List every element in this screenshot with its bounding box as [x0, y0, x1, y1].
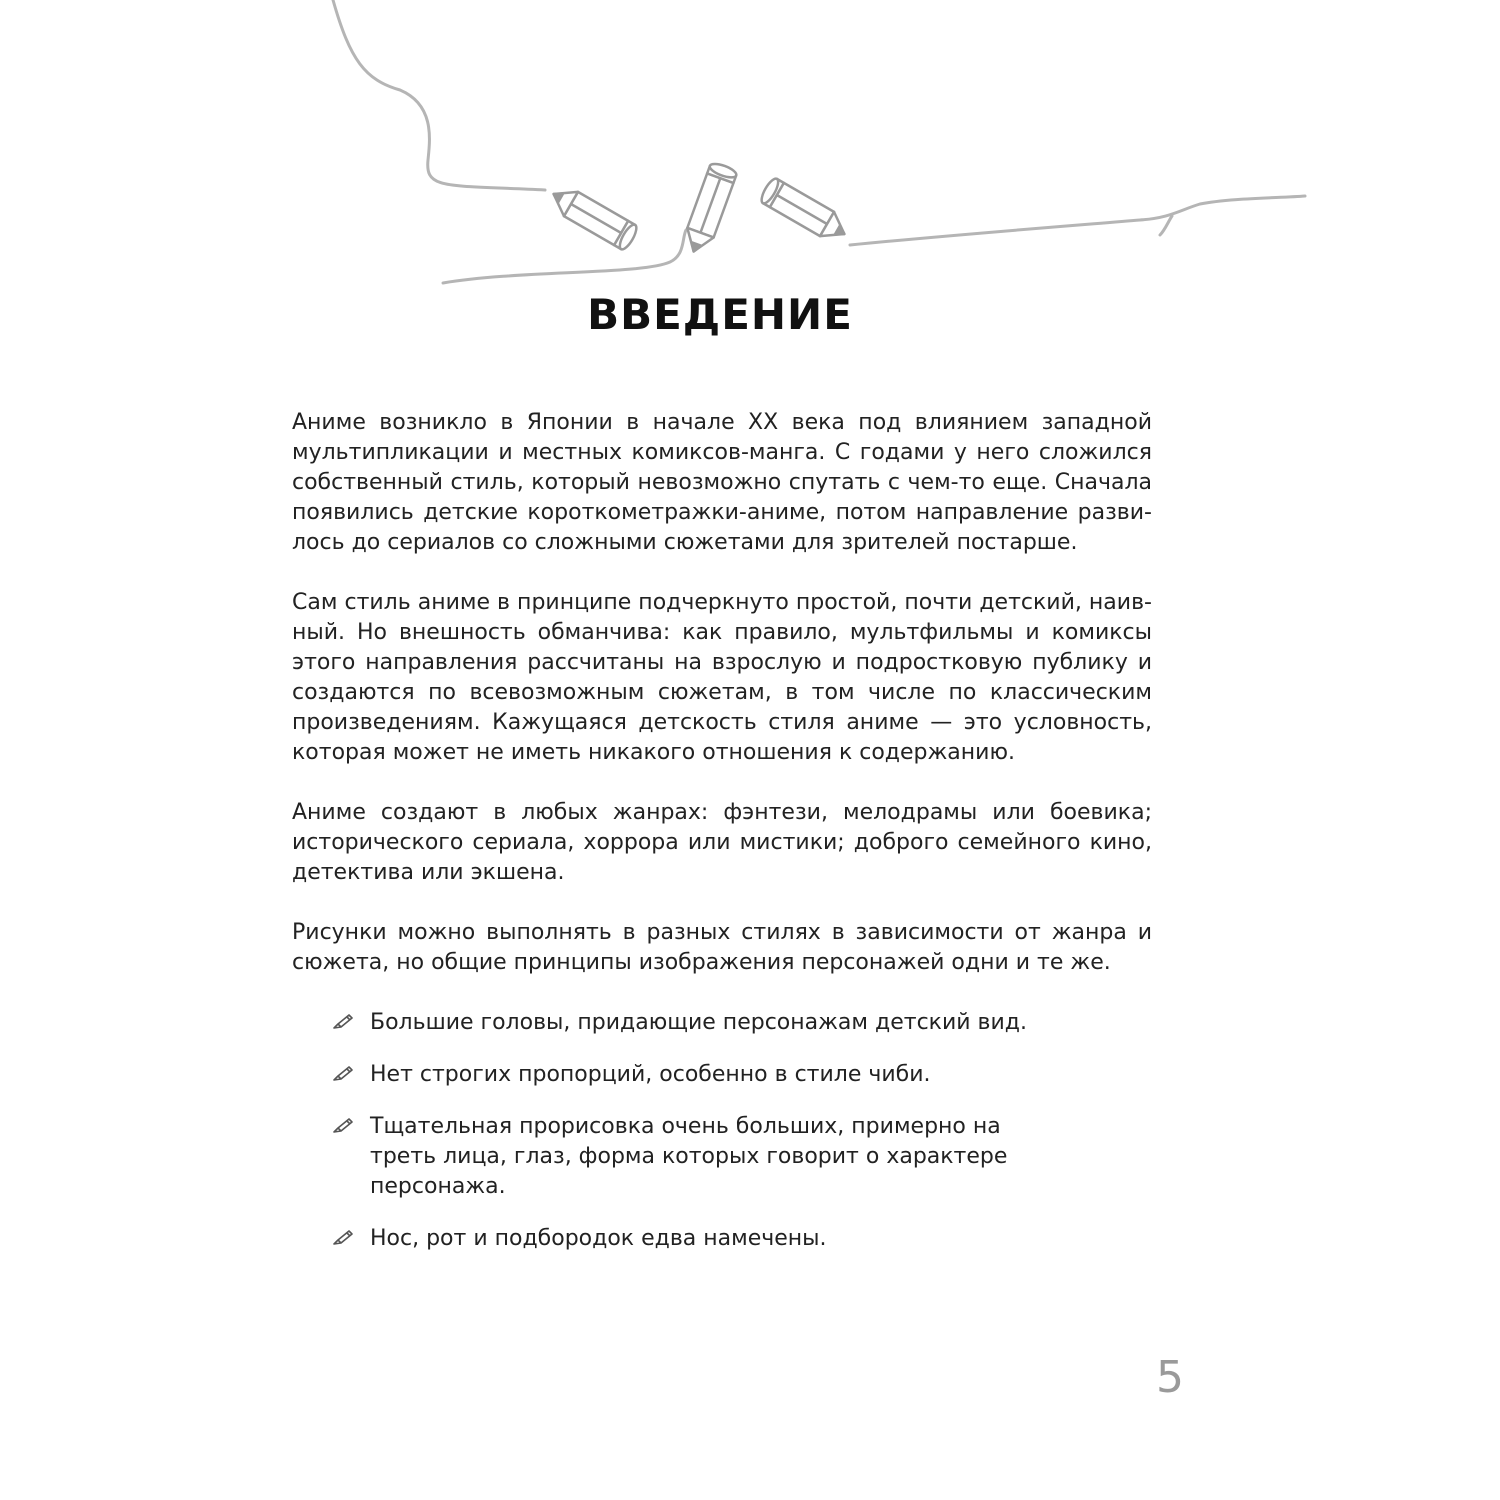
list-item — [332, 1224, 1032, 1254]
list-item — [332, 1112, 1032, 1202]
pencil-icon — [547, 182, 640, 252]
paragraph: Аниме возникло в Японии в начале XX века под влиянием западной мультипликации и местных комиксов-манга. С годами у него сложился собственный стиль, который невозможно спутать с чем-то еще. Сначала появились детские короткометражки-аниме, потом направление развилось до сериалов со сложными сюжетами для зрителей постарше. — [292, 410, 1152, 555]
list-item-text: Большие головы, придающие персонажам детский вид. — [370, 1010, 1028, 1035]
pencil-icon — [332, 1117, 354, 1135]
list-item — [332, 1060, 1032, 1090]
page-title: ВВЕДЕНИЕ — [587, 290, 853, 339]
decor-line-right — [850, 196, 1305, 245]
pencil-icon — [332, 1013, 354, 1031]
page-number: 5 — [1156, 1352, 1184, 1403]
header-decoration — [0, 0, 1500, 300]
decor-line-left — [333, 0, 545, 190]
decor-line-right-tick — [1160, 216, 1172, 235]
feature-list — [292, 1008, 1032, 1254]
pencil-icon — [759, 176, 852, 246]
paragraph: Сам стиль аниме в принципе подчеркнуто простой, почти детский, наивный. Но внешность обманчива: как правило, мультфильмы и комиксы этого направления рассчитаны на взрослую и подростковую публику и создаются по всевозможным сюжетам, в том числе по классическим произведениям. Кажущаяся детскость стиля аниме — это условность, которая может не иметь никакого отношения к содержанию. — [292, 590, 1152, 765]
list-item-text: Нос, рот и подбородок едва намечены. — [370, 1226, 827, 1251]
decor-line-bottom — [443, 230, 686, 283]
paragraph: Аниме создают в любых жанрах: фэнтези, мелодрамы или боевика; исторического сериала, хоррора или мистики; доброго семейного кино, детектива или экшена. — [292, 800, 1152, 885]
pencil-icon — [332, 1065, 354, 1083]
paragraph: Рисунки можно выполнять в разных стилях в зависимости от жанра и сюжета, но общие принципы изображения персонажей одни и те же. — [292, 920, 1152, 975]
list-item-text: Нет строгих пропорций, особенно в стиле чиби. — [370, 1062, 931, 1087]
pencil-icon — [680, 161, 737, 256]
body-text — [292, 408, 1152, 1276]
list-item-text: Тщательная прорисовка очень больших, примерно на треть лица, глаз, форма которых говорит о характере персонажа. — [370, 1114, 1008, 1199]
list-item — [332, 1008, 1032, 1038]
pencil-icon — [332, 1229, 354, 1247]
